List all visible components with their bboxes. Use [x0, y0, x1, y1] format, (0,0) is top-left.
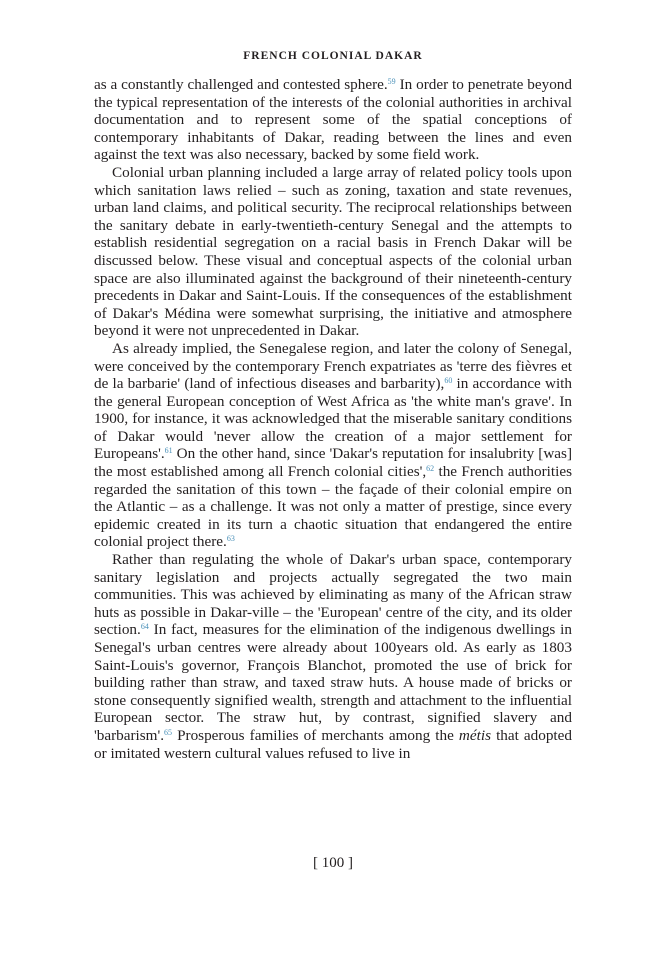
text-run: In order to penetrate beyond the typical representation of the interests of the colonial authorities in archival documentation and to represent some of the spatial conceptions of contemporary inhabitants of Dakar, reading between the lines and even against the text was also necessary, backed by some field work. [94, 76, 572, 164]
footnote-ref: 60 [444, 376, 453, 386]
text-run: Colonial urban planning included a large array of related policy tools upon which sanitation laws relied – such as zoning, taxation and state revenues, urban land claims, and political security. The reciprocal relationships between the sanitary debate in early-twentieth-century Senegal and the attempts to establish residential segregation on a racial basis in French Dakar will be discussed below. These visual and conceptual aspects of the colonial urban space are also illuminated against the background of their nineteenth-century precedents in Dakar and Saint-Louis. If the consequences of the establishment of Dakar's Médina were somewhat surprising, the initiative and atmosphere beyond it were not unprecedented in Dakar. [94, 163, 572, 340]
running-head: FRENCH COLONIAL DAKAR [243, 50, 423, 62]
body-text [94, 76, 572, 762]
paragraph [94, 164, 572, 340]
footnote-ref: 63 [226, 534, 235, 544]
text-run: Prosperous families of merchants among the [172, 726, 459, 744]
italic-term: métis [458, 726, 491, 744]
paragraph [94, 551, 572, 762]
page-number: [ 100 ] [313, 855, 353, 871]
text-run: that adopted or imitated western cultural values refused to live in [94, 726, 572, 762]
text-run: Rather than regulating the whole of Dakar's urban space, contemporary sanitary legislation and projects actually segregated the two main communities. This was achieved by eliminating as many of the African straw huts as possible in Dakar-ville – the 'European' centre of the city, and its older section. [94, 551, 572, 639]
text-run: On the other hand, since 'Dakar's reputation for insalubrity [was] the most established among all French colonial cities', [94, 445, 572, 481]
footnote-ref: 59 [387, 77, 396, 86]
footnote-ref: 64 [140, 622, 149, 632]
paragraph [94, 76, 572, 164]
text-run: in accordance with the general European conception of West Africa as 'the white man's grave'. In 1900, for instance, it was acknowledged that the miserable sanitary conditions of Dakar would 'never allow the creation of a major settlement for Europeans'. [94, 375, 572, 463]
text-run: as a constantly challenged and contested sphere. [94, 76, 388, 93]
footnote-ref: 62 [426, 464, 435, 474]
text-run: the French authorities regarded the sanitation of this town – the façade of their colonial empire on the Atlantic – as a challenge. It was not only a matter of prestige, since every epidemic created in its turn a chaotic situation that endangered the entire colonial project there. [94, 463, 572, 551]
text-run: As already implied, the Senegalese region, and later the colony of Senegal, were conceived by the contemporary French expatriates as 'terre des fièvres et de la barbarie' (land of infectious diseases and barbarity), [94, 339, 572, 393]
text-run: In fact, measures for the elimination of the indigenous dwellings in Senegal's urban centres were already about 100years old. As early as 1803 Saint-Louis's governor, François Blanchot, promoted the use of brick for building rather than straw, and taxed straw huts. A house made of bricks or stone consequently signified wealth, strength and attachment to the influential European sector. The straw hut, by contrast, signified slavery and 'barbarism'. [94, 621, 572, 744]
footnote-ref: 61 [164, 446, 173, 456]
paragraph [94, 340, 572, 551]
footnote-ref: 65 [164, 727, 172, 737]
